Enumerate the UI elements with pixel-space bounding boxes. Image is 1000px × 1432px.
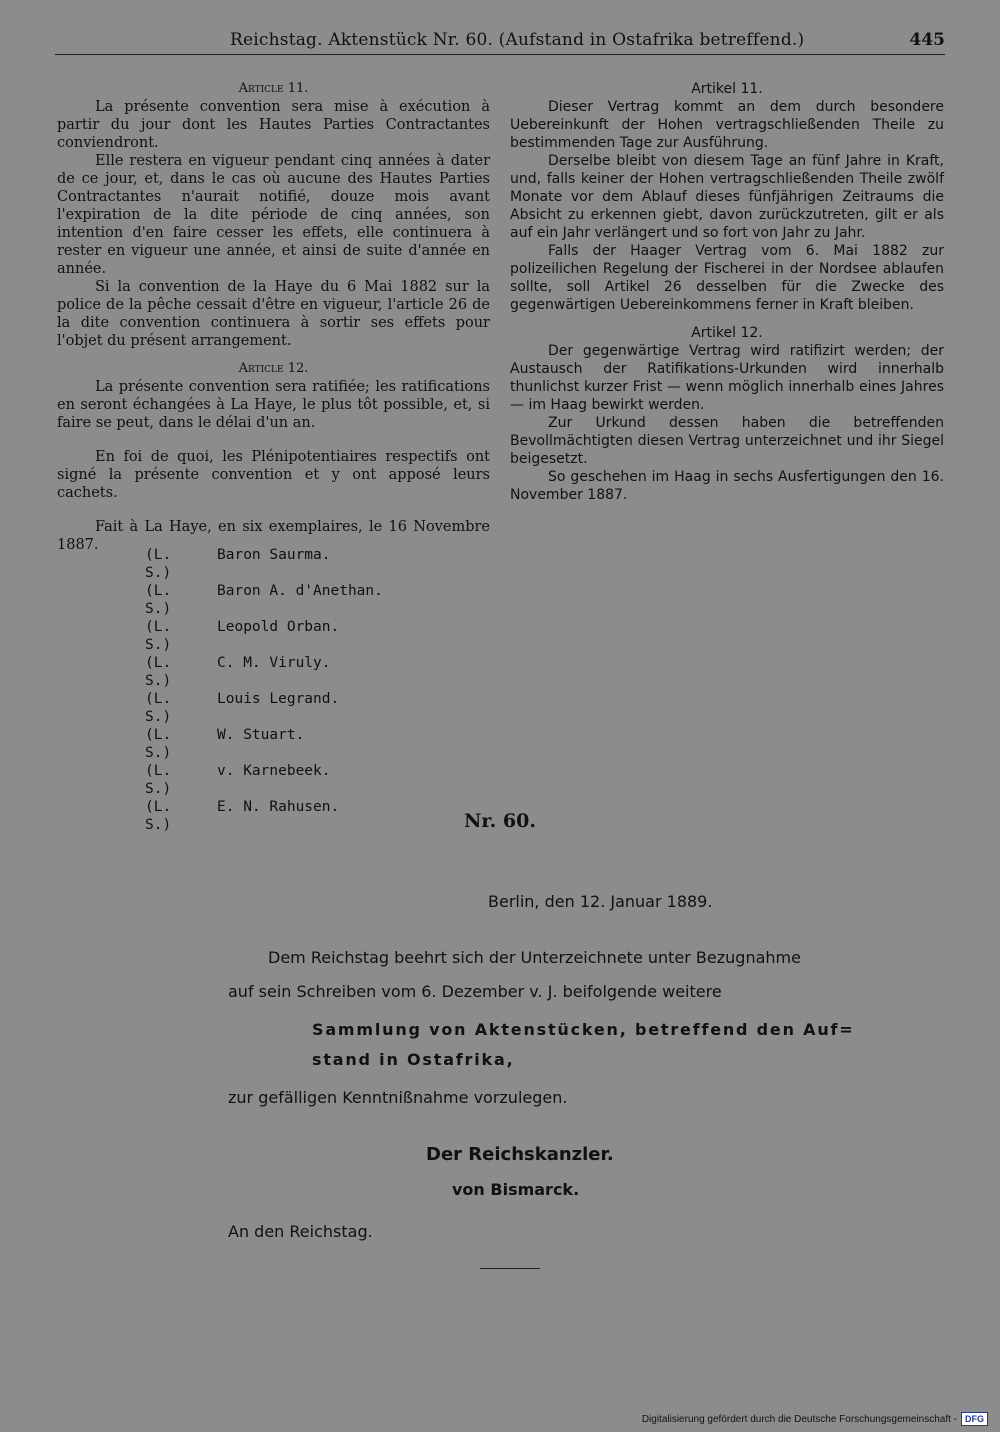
french-column <box>57 80 490 554</box>
seal-mark: (L. S.) <box>145 655 172 689</box>
digitization-footer <box>642 1412 988 1426</box>
signatory-name: Baron A. d'Anethan. <box>217 583 383 599</box>
signatory-row <box>145 582 383 618</box>
signatory-row <box>145 690 383 726</box>
signatory-name: C. M. Viruly. <box>217 655 331 671</box>
article-11-paragraph-1-de: Dieser Vertrag kommt an dem durch besondere Uebereinkunft der Hohen vertragschließenden Theile zu bestimmenden Tage zur Ausführung. <box>510 99 944 151</box>
dfg-logo-icon: DFG <box>961 1412 988 1426</box>
signatory-name: W. Stuart. <box>217 727 305 743</box>
running-header <box>55 30 945 54</box>
header-rule <box>55 54 945 55</box>
article-11-heading-fr: Article 11. <box>238 81 309 96</box>
addressee: An den Reichstag. <box>228 1222 373 1241</box>
article-12-paragraph-2-de: Zur Urkund dessen haben die betreffenden Bevollmächtigten diesen Vertrag unterzeichnet und ihr Siegel beigesetzt. <box>510 415 944 467</box>
seal-mark: (L. S.) <box>145 583 172 617</box>
page-number: 445 <box>909 30 945 50</box>
signatory-name: Louis Legrand. <box>217 691 340 707</box>
signatory-name: Baron Saurma. <box>217 547 331 563</box>
article-11-paragraph-3-de: Falls der Haager Vertrag vom 6. Mai 1882 zur polizeilichen Regelung der Fischerei in der Nordsee ablaufen sollte, soll Artikel 26 desselben für die Zwecke des gegenwärtigen Uebereinkommens ferner in Kraft bleiben. <box>510 243 944 313</box>
seal-mark: (L. S.) <box>145 547 172 581</box>
letter-line-2: auf sein Schreiben vom 6. Dezember v. J. beifolgende weitere <box>228 982 722 1001</box>
signature-name: von Bismarck. <box>452 1180 580 1199</box>
signatory-row <box>145 726 383 762</box>
signatory-row <box>145 654 383 690</box>
article-12-heading-fr: Article 12. <box>238 361 309 376</box>
seal-mark: (L. S.) <box>145 691 172 725</box>
article-11-heading-de: Artikel 11. <box>691 81 763 97</box>
header-title: Reichstag. Aktenstück Nr. 60. (Aufstand in Ostafrika betreffend.) <box>230 30 805 50</box>
seal-mark: (L. S.) <box>145 799 172 833</box>
article-12-paragraph-3-fr: Fait à La Haye, en six exemplaires, le 16 Novembre 1887. <box>57 519 490 553</box>
seal-mark: (L. S.) <box>145 619 172 653</box>
article-11-paragraph-3-fr: Si la convention de la Haye du 6 Mai 1882 sur la police de la pêche cessait d'être en vigueur, l'article 26 de la dite convention continuera à sortir ses effets pour l'objet du présent arrangement. <box>57 279 490 349</box>
seal-mark: (L. S.) <box>145 763 172 797</box>
article-11-paragraph-2-de: Derselbe bleibt von diesem Tage an fünf Jahre in Kraft, und, falls keiner der Hohen vertragschließenden Theile zwölf Monate vor dem Ablauf dieses fünfjährigen Zeitraums die Absicht zu erkennen giebt, davon zurückzutreten, gilt er als auf ein Jahr verlängert und so fort von Jahr zu Jahr. <box>510 153 944 241</box>
article-11-paragraph-2-fr: Elle restera en vigueur pendant cinq années à dater de ce jour, et, dans le cas où aucune des Hautes Parties Contractantes n'aurait notifié, douze mois avant l'expiration de la dite période de cinq années, son intention d'en faire cesser les effets, elle continuera à rester en vigueur une année, et ainsi de suite d'année en année. <box>57 153 490 277</box>
signatories-list <box>145 546 383 834</box>
letter-line-1: Dem Reichstag beehrt sich der Unterzeichnete unter Bezugnahme <box>268 948 801 967</box>
signature-title: Der Reichskanzler. <box>426 1144 614 1165</box>
letter-date: Berlin, den 12. Januar 1889. <box>488 892 713 911</box>
article-11-paragraph-1-fr: La présente convention sera mise à exécution à partir du jour dont les Hautes Parties Contractantes conviendront. <box>57 99 490 151</box>
footer-text: Digitalisierung gefördert durch die Deutsche Forschungsgemeinschaft - <box>641 1413 957 1425</box>
letter-line-4: stand in Ostafrika, <box>312 1050 515 1069</box>
article-12-paragraph-1-fr: La présente convention sera ratifiée; les ratifications en seront échangées à La Haye, le plus tôt possible, et, si faire se peut, dans le délai d'un an. <box>57 379 490 431</box>
signatory-name: v. Karnebeek. <box>217 763 331 779</box>
article-12-heading-de: Artikel 12. <box>691 325 763 341</box>
signatory-row <box>145 618 383 654</box>
document-number-heading: Nr. 60. <box>464 810 536 832</box>
article-12-paragraph-3-de: So geschehen im Haag in sechs Ausfertigungen den 16. November 1887. <box>510 469 944 503</box>
signatory-name: Leopold Orban. <box>217 619 340 635</box>
letter-line-3: Sammlung von Aktenstücken, betreffend den Auf= <box>312 1020 855 1039</box>
signatory-name: E. N. Rahusen. <box>217 799 340 815</box>
signatory-row <box>145 546 383 582</box>
seal-mark: (L. S.) <box>145 727 172 761</box>
closing-rule <box>480 1268 540 1269</box>
article-12-paragraph-1-de: Der gegenwärtige Vertrag wird ratifizirt werden; der Austausch der Ratifikations-Urkunden wird innerhalb thunlichst kurzer Frist — wenn möglich innerhalb eines Jahres — im Haag bewirkt werden. <box>510 343 944 413</box>
article-12-paragraph-2-fr: En foi de quoi, les Plénipotentiaires respectifs ont signé la présente convention et y ont apposé leurs cachets. <box>57 449 490 501</box>
letter-line-5: zur gefälligen Kenntnißnahme vorzulegen. <box>228 1088 568 1107</box>
german-column <box>510 80 944 504</box>
signatory-row <box>145 762 383 798</box>
